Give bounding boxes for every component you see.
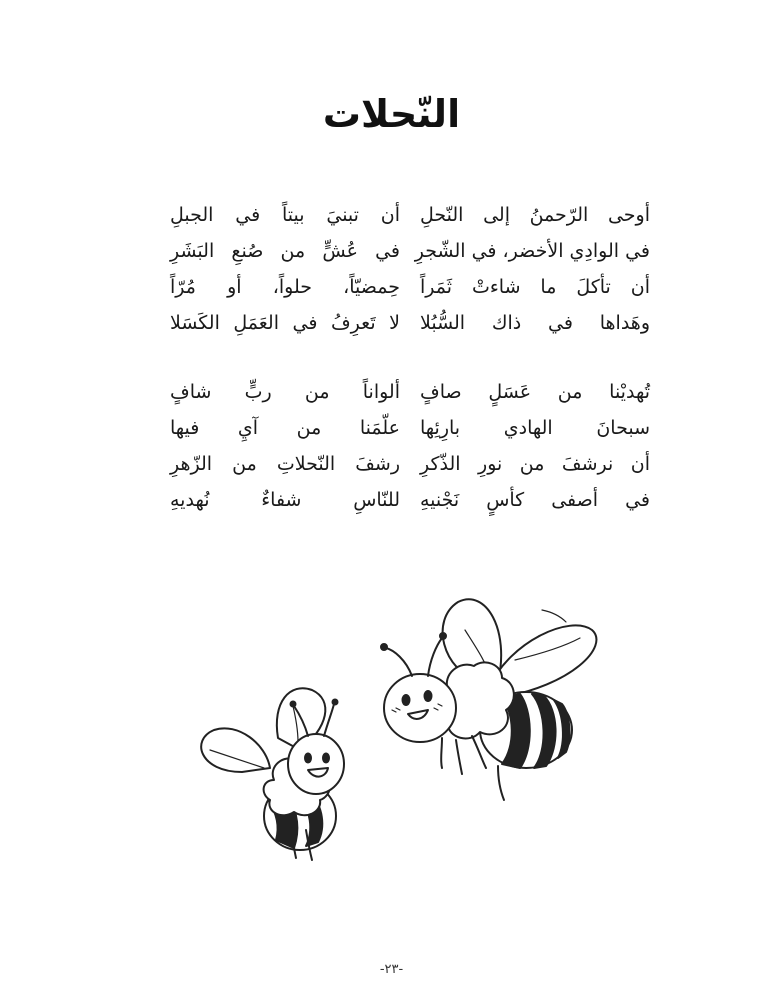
verse [170, 374, 650, 410]
verse [170, 446, 650, 482]
verse [170, 269, 650, 305]
stanza-1 [170, 197, 650, 341]
page-number-dash-right: - [379, 962, 385, 977]
verse [170, 233, 650, 269]
small-bee-icon [201, 688, 344, 860]
verse-first-half: أن تأكلَ ما شاءتْ ثَمَراً [420, 276, 650, 298]
page-number-value: ٢٣ [384, 962, 399, 977]
page-number [0, 962, 783, 977]
verse-first-half: وهَداها في ذاك السُّبُلا [420, 312, 650, 334]
verse-second-half: لا تَعرِفُ في العَمَلِ الكَسَلا [170, 312, 400, 334]
verse-first-half: تُهديْنا من عَسَلٍ صافٍ [420, 381, 650, 403]
verse-second-half: رشفَ النّحلاتِ من الزّهرِ [170, 453, 400, 475]
page-number-dash-left: - [398, 962, 404, 977]
verse [170, 197, 650, 233]
verse-first-half: في أصفى كأسٍ نَجْنيهِ [420, 489, 650, 511]
verse-first-half: سبحانَ الهادي بارِئِها [420, 417, 650, 439]
verse-second-half: ألواناً من ربٍّ شافٍ [170, 381, 400, 403]
verse [170, 305, 650, 341]
verse-second-half: للنّاسِ شفاءٌ نُهديهِ [170, 489, 400, 511]
big-bee-icon [381, 599, 596, 800]
verse-first-half: في الوادِي الأخضر، في الشّجرِ [414, 240, 650, 262]
verse [170, 410, 650, 446]
verse-second-half: علّمَنا من آيِ فيها [170, 417, 400, 439]
poem-title: النّحلات [322, 92, 461, 136]
verse-first-half: أن نرشفَ من نورِ الذّكرِ [420, 453, 650, 475]
two-bees-illustration [180, 590, 620, 880]
stanza-2 [170, 374, 650, 518]
verse-second-half: في عُشٍّ من صُنعِ البَشَرِ [170, 240, 400, 262]
verse-second-half: حِمضيّاً، حلواً، أو مُرّاً [170, 276, 400, 298]
verse-first-half: أوحى الرّحمنُ إلى النّحلِ [420, 204, 650, 226]
verse [170, 482, 650, 518]
verse-second-half: أن تبنيَ بيتاً في الجبلِ [170, 204, 400, 226]
